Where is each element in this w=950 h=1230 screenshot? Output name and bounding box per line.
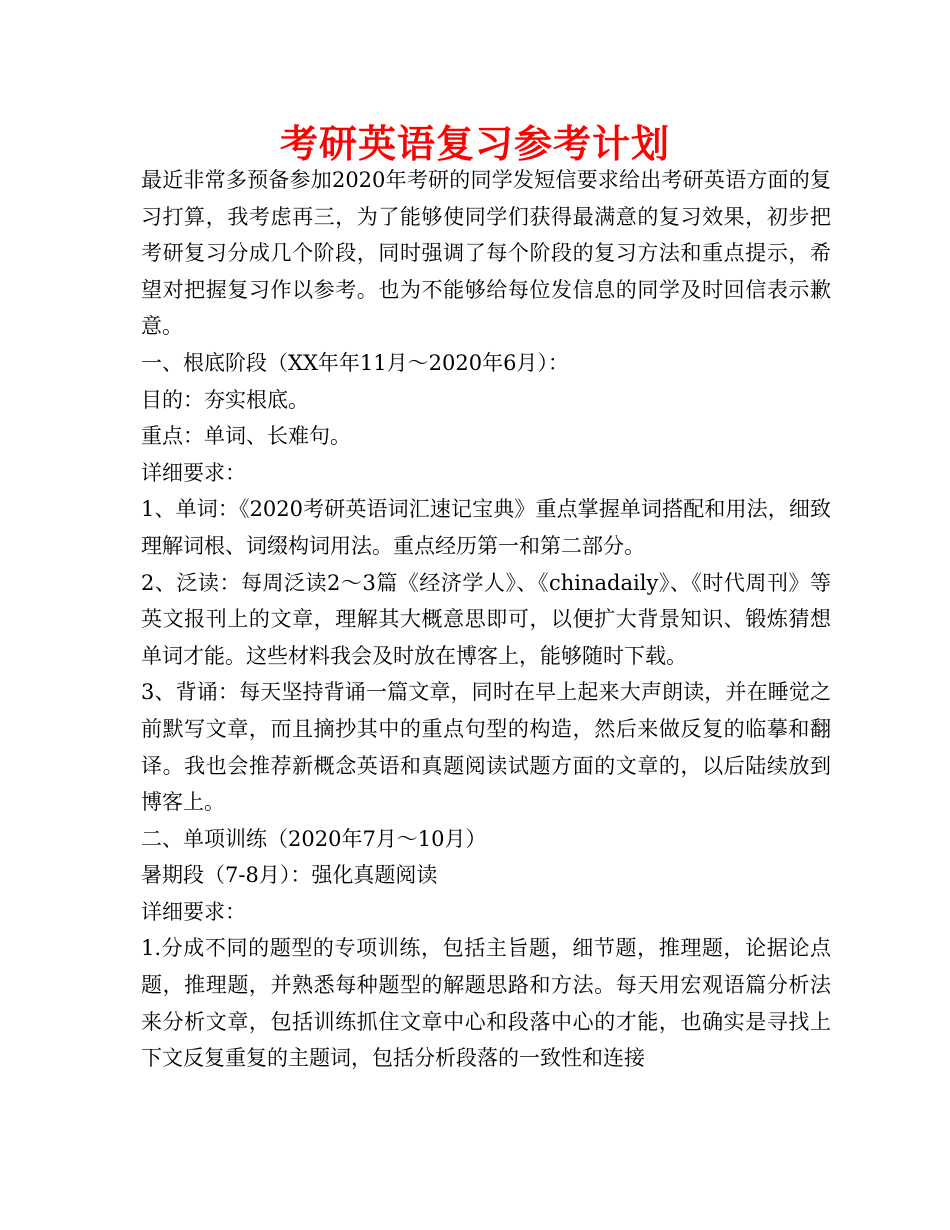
summer-phase-line: 暑期段（7-8月）：强化真题阅读 (141, 863, 438, 888)
requirement-recitation: 3、背诵：每天坚持背诵一篇文章，同时在早上起来大声朗读，并在睡觉之前默写文章，而且摘抄其中的重点句型的构造，然后来做反复的临摹和翻译。我也会推荐新概念英语和真题阅读试题方面的文章的，以后陆续放到博客上。 (141, 680, 831, 815)
requirements-label: 详细要求： (141, 460, 246, 485)
goal-line: 目的：夯实根底。 (141, 387, 309, 412)
section-heading-single-training: 二、单项训练（2020年7月～10月） (141, 826, 487, 851)
intro-paragraph: 最近非常多预备参加2020年考研的同学发短信要求给出考研英语方面的复习打算，我考虑再三，为了能够使同学们获得最满意的复习效果，初步把考研复习分成几个阶段，同时强调了每个阶段的复习方法和重点提示，希望对把握复习作以参考。也为不能够给每位发信息的同学及时回信表示歉意。 (141, 168, 831, 339)
requirements-label-2: 详细要求： (141, 899, 246, 924)
requirement-question-types: 1.分成不同的题型的专项训练，包括主旨题，细节题，推理题，论据论点题，推理题，并熟悉每种题型的解题思路和方法。每天用宏观语篇分析法来分析文章，包括训练抓住文章中心和段落中心的才能，也确实是寻找上下文反复重复的主题词，包括分析段落的一致性和连接 (141, 936, 831, 1071)
section-heading-foundation: 一、根底阶段（XX年年11月～2020年6月）： (141, 350, 569, 375)
document-body (141, 162, 831, 1077)
focus-line: 重点：单词、长难句。 (141, 424, 351, 449)
document-title: 考研英语复习参考计划 (279, 122, 670, 166)
requirement-extensive-reading: 2、泛读：每周泛读2～3篇《经济学人》、《chinadaily》、《时代周刊》等英文报刊上的文章，理解其大概意思即可，以便扩大背景知识、锻炼猜想单词才能。这些材料我会及时放在博客上，能够随时下载。 (141, 570, 831, 668)
requirement-vocabulary: 1、单词：《2020考研英语词汇速记宝典》重点掌握单词搭配和用法，细致理解词根、词缀构词用法。重点经历第一和第二部分。 (141, 497, 831, 558)
